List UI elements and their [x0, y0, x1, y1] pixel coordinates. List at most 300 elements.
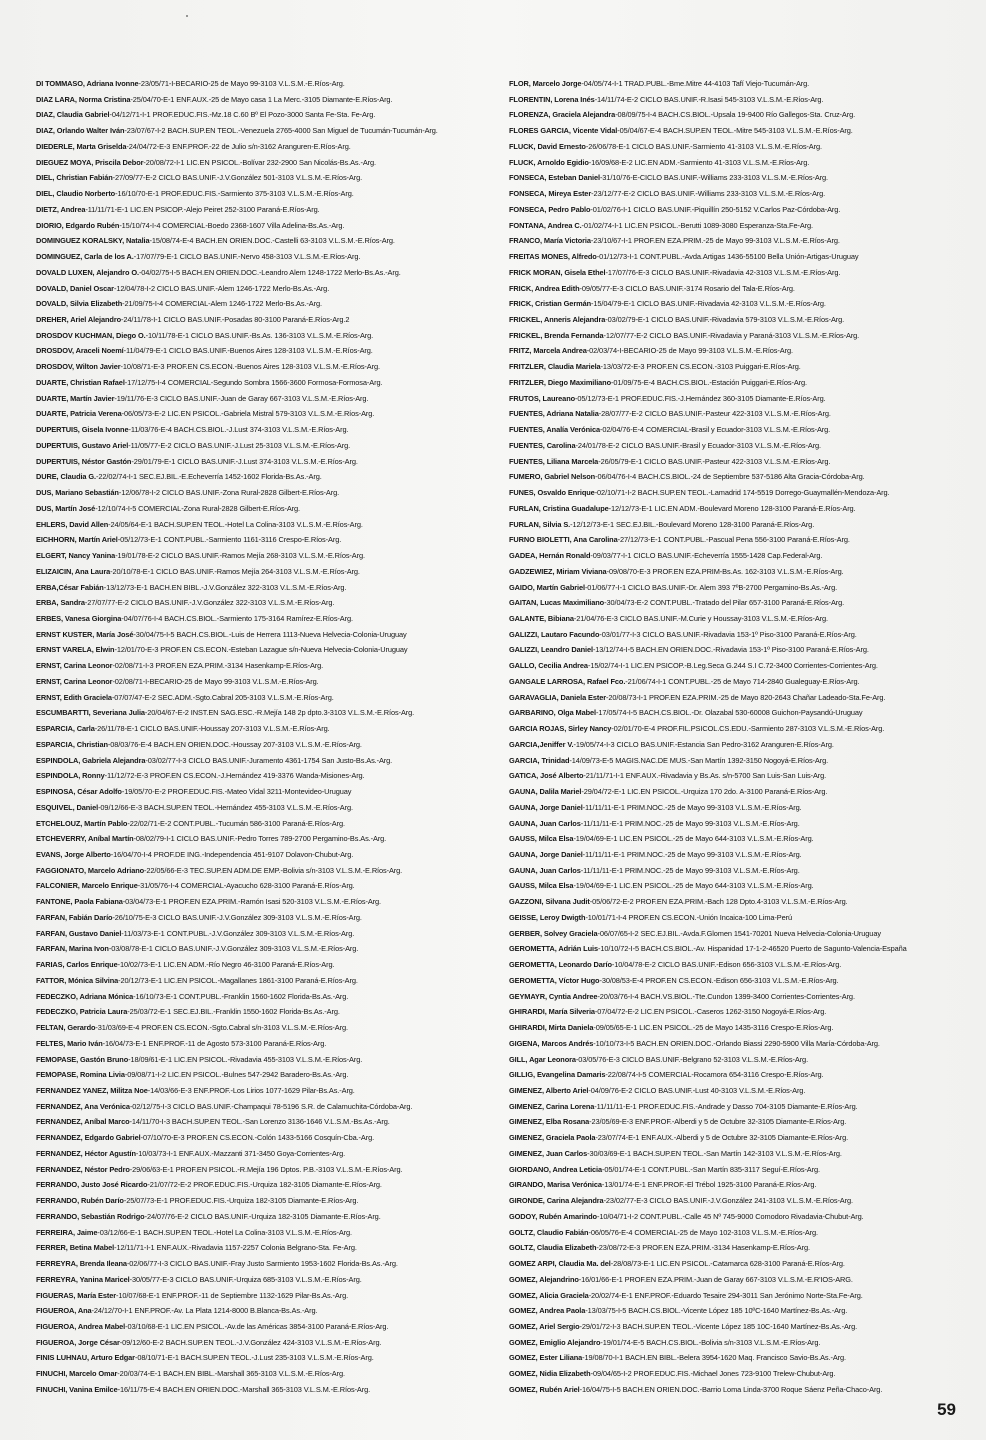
entry-details: -11/03/76-E-4 BACH.CS.BIOL.-J.Lust 374-3103 V.L.S.M.-E.Ríos-Arg.: [128, 425, 349, 435]
page-number: 59: [937, 1400, 956, 1419]
entry-name: GAIDO, Martín Gabriel: [509, 582, 585, 592]
directory-entry: [36, 76, 488, 92]
entry-details: -17/05/74-I-5 BACH.CS.BIOL.-Dr. Olazabal 530-60008 Guichon-Paysandú-Uruguay: [596, 708, 863, 718]
entry-name: FIGUEROA, Ana: [36, 1306, 92, 1316]
directory-entry: [36, 92, 488, 108]
directory-entry: [509, 249, 957, 265]
directory-entry: [509, 1146, 957, 1162]
directory-entry: [509, 564, 957, 580]
entry-details: -19/05/74-I-3 CICLO BAS.UNIF.-Estancia San Pedro-3162 Aranguren-E.Ríos-Arg.: [573, 739, 834, 749]
entry-details: -20/04/67-E-2 INST.EN SAG.ESC.-R.Mejía 148 2p dpto.3-3103 V.L.S.M.-E.Ríos-Arg.: [144, 708, 415, 718]
entry-details: -10/02/73-E-1 LIC.EN ADM.-Río Negro 46-3100 Paraná-E.Ríos-Arg.: [117, 960, 335, 970]
entry-details: -09/08/71-I-2 LIC.EN PSICOL.-Bulnes 547-2942 Baradero-Bs.As.-Arg.: [124, 1070, 349, 1080]
entry-details: -28/07/77-E-2 CICLO BAS.UNIF.-Pasteur 422-3103 V.L.S.M.-E.Ríos-Arg.: [598, 409, 831, 419]
directory-entry: [509, 438, 957, 454]
entry-details: -14/03/66-E-3 ENF.PROF.-Los Lirios 1077-1629 Pilar-Bs.As.-Arg.: [147, 1086, 355, 1095]
entry-details: -16/04/75-I-5 BACH.EN ORIEN.DOC.-Barrio Loma Linda-3700 Roque Sáenz Peña-Chaco-Arg.: [579, 1384, 883, 1394]
entry-details: -29/06/63-E-1 PROF.EN PSICOL.-R.Mejía 196 Dptos. P.B.-3103 V.L.S.M.-E.Ríos-Arg.: [129, 1164, 403, 1174]
entry-name: FALCONIER, Marcelo Enrique: [36, 881, 138, 891]
directory-entry: [36, 218, 488, 234]
directory-entry: [36, 690, 488, 706]
directory-entry: [36, 627, 488, 643]
entry-details: -22/02/74-I-1 SEC.EJ.BIL.-E.Echeverría 1452-1602 Florida-Bs.As.-Arg.: [96, 472, 322, 482]
directory-entry: [36, 391, 488, 407]
entry-details: -02/01/70-E-4 PROF.FIL.PSICOL.CS.EDU.-Sarmiento 287-3103 V.L.S.M.-E.Ríos-Arg.: [611, 724, 885, 734]
entry-name: GAUSS, Milca Elsa: [509, 881, 574, 891]
directory-entry: [36, 343, 488, 359]
entry-details: -05/04/67-E-4 BACH.SUP.EN TEOL.-Mitre 545-3103 V.L.S.M.-E.Ríos-Arg.: [617, 126, 853, 136]
entry-details: -20/03/76-I-4 BACH.VS.BIOL.-Tte.Cundon 1399-3400 Corrientes-Corrientes-Arg.: [597, 991, 855, 1001]
entry-details: -12/01/70-E-3 PROF.EN CS.ECON.-Esteban Lazague s/n-Nueva Helvecia-Colonia-Uruguay: [114, 645, 408, 655]
entry-details: -30/03/69-E-1 BACH.SUP.EN TEOL.-San Martín 142-3103 V.L.S.M.-E.Ríos-Arg.: [587, 1148, 842, 1158]
entry-name: GARAVAGLIA, Daniela Ester: [509, 692, 607, 702]
entry-name: DUPERTUIS, Néstor Gastón: [36, 456, 132, 466]
directory-entry: [36, 847, 488, 863]
entry-details: -16/10/70-E-1 PROF.EDUC.FIS.-Sarmiento 375-3103 V.L.S.M.-E.Ríos-Arg.: [115, 189, 354, 199]
entry-details: -07/10/70-E-3 PROF.EN CS.ECON.-Colón 1433-5166 Cosquín-Cba.-Arg.: [140, 1133, 375, 1143]
directory-entry: [36, 753, 488, 769]
entry-details: -10/03/73-I-1 ENF.AUX.-Mazzanti 371-3450 Goya-Corrientes-Arg.: [135, 1148, 346, 1158]
entry-name: GOMEZ, Alicia Graciela: [509, 1290, 589, 1300]
entry-name: FONSECA, Esteban Daniel: [509, 173, 600, 183]
entry-details: -22/08/74-I-5 COMERCIAL-Rocamora 654-3116 Crespo-E.Ríos-Arg.: [605, 1070, 824, 1080]
entry-name: FLUCK, David Ernesto: [509, 141, 586, 151]
entry-details: -19/01/74-E-5 BACH.CS.BIOL.-Bolivia s/n-3103 V.L.S.M.-E.Ríos-Arg.: [600, 1337, 821, 1347]
directory-entry: [509, 910, 957, 926]
directory-entry: [36, 721, 488, 737]
directory-entry: [36, 595, 488, 611]
entry-details: -15/02/74-I-1 LIC.EN PSICOP.-B.Leg.Seca G.244 S.I C.72-3400 Corrientes-Corrientes-Arg.: [587, 661, 878, 671]
entry-name: DIAZ LARA, Norma Cristina: [36, 94, 131, 104]
entry-details: -16/10/73-E-1 CONT.PUBL.-Franklin 1560-1602 Florida-Bs.As.-Arg.: [133, 991, 349, 1001]
entry-details: -17/07/79-E-1 CICLO BAS.UNIF.-Nervo 458-3103 V.L.S.M.-E.Ríos-Arg.: [133, 252, 361, 262]
entry-name: FRICK, Cristian Germán: [509, 299, 591, 309]
directory-entry: [36, 1036, 488, 1052]
entry-details: -24/12/70-I-1 ENF.PROF.-Av. La Plata 1214-8000 B.Blanca-Bs.As.-Arg.: [91, 1306, 318, 1316]
directory-entry: [36, 1209, 488, 1225]
entry-details: -20/08/72-I-1 LIC.EN PSICOL.-Bolívar 232-2900 San Nicolás-Bs.As.-Arg.: [143, 157, 376, 167]
entry-name: GAZZONI, Silvana Judit: [509, 897, 590, 907]
entry-name: DUPERTUIS, Gustavo Ariel: [36, 440, 129, 450]
directory-entry: [36, 328, 488, 344]
entry-name: GIRONDE, Carina Alejandra: [509, 1196, 604, 1206]
entry-details: -07/04/72-E-2 LIC.EN PSICOL.-Caseros 1262-3150 Nogoyá-E.Ríos-Arg.: [594, 1007, 827, 1017]
entry-name: ERNST, Carina Leonor: [36, 661, 113, 671]
directory-entry: [509, 878, 957, 894]
entry-name: ELGERT, Nancy Yanina: [36, 551, 116, 561]
directory-entry: [36, 1177, 488, 1193]
entry-details: -22/02/71-E-2 CONT.PUBL.-Tucumán 586-3100 Paraná-E.Ríos-Arg.: [127, 818, 345, 828]
directory-entry: [36, 501, 488, 517]
entry-name: GAITAN, Lucas Maximiliano: [509, 598, 605, 608]
entry-name: FUENTES, Liliana Marcela: [509, 456, 599, 466]
directory-entry: [36, 1303, 488, 1319]
entry-name: DUS, Martín José: [36, 503, 96, 513]
directory-entry: [36, 863, 488, 879]
entry-name: FRICK MORAN, Gisela Ethel: [509, 267, 606, 277]
entry-name: ESPARCIA, Carla: [36, 724, 95, 734]
entry-details: -31/05/76-I-4 COMERCIAL-Ayacucho 628-3100 Paraná-E.Ríos-Arg.: [137, 881, 355, 891]
directory-entry: [509, 1288, 957, 1304]
entry-name: DIEL, Christian Fabián: [36, 173, 113, 183]
directory-entry: [36, 1350, 488, 1366]
directory-entry: [509, 359, 957, 375]
directory-entry: [36, 296, 488, 312]
entry-name: FRITZLER, Claudia Mariela: [509, 362, 601, 372]
entry-name: DROSDOV, Araceli Noemí: [36, 346, 124, 356]
entry-name: DUARTE, Christian Rafael: [36, 377, 125, 387]
directory-entry: [509, 863, 957, 879]
entry-details: -10/01/71-I-4 PROF.EN CS.ECON.-Unión Incaica-100 Lima-Perú: [585, 912, 792, 922]
entry-details: -11/05/77-E-2 CICLO BAS.UNIF.-J.Lust 25-3103 V.L.S.M.-E.Ríos-Arg.: [128, 440, 351, 450]
directory-entry: [36, 281, 488, 297]
directory-entry: [509, 658, 957, 674]
entry-details: -19/04/69-E-1 LIC.EN PSICOL.-25 de Mayo 644-3103 V.L.S.M.-E.Ríos-Arg.: [573, 881, 814, 891]
entry-name: FANTONE, Paola Fabiana: [36, 897, 123, 907]
directory-entry: [509, 973, 957, 989]
entry-name: DI TOMMASO, Adriana Ivonne: [36, 79, 139, 88]
entry-name: GALIZZI, Lautaro Facundo: [509, 629, 600, 639]
directory-entry: [36, 123, 488, 139]
directory-entry: [509, 1350, 957, 1366]
entry-name: DOVALD, Silvia Elizabeth: [36, 299, 123, 309]
entry-name: ERNST VARELA, Elwin: [36, 645, 115, 655]
entry-details: -03/05/76-E-3 CICLO BAS.UNIF.-Belgrano 52-3103 V.L.S.M.-E.Ríos-Arg.: [575, 1054, 809, 1064]
entry-name: GAUNA, Jorge Daniel: [509, 802, 583, 812]
entry-name: DUPERTUIS, Gisela Ivonne: [36, 425, 129, 435]
entry-name: FIGUEROA, Andrea Mabel: [36, 1322, 126, 1332]
entry-details: -02/03/74-I-BECARIO-25 de Mayo 99-3103 V.L.S.M.-E.Ríos-Arg.: [586, 346, 793, 356]
entry-name: FEMOPASE, Romina Livia: [36, 1070, 125, 1080]
entry-details: -13/12/73-E-1 BACH.EN BIBL.-J.V.González 322-3103 V.L.S.M.-E.Ríos-Arg.: [103, 582, 347, 592]
entry-details: -24/07/76-E-2 CICLO BAS.UNIF.-Urquiza 182-3105 Diamante-E.Ríos-Arg.: [144, 1211, 381, 1221]
directory-entry: [36, 957, 488, 973]
entry-name: DIORIO, Edgardo Rubén: [36, 220, 120, 230]
entry-details: -13/03/72-E-3 PROF.EN CS.ECON.-3103 Puiggari-E.Ríos-Arg.: [600, 362, 801, 372]
entry-details: -16/04/70-I-4 PROF.DE ING.-Independencia 451-9107 Dolavon-Chubut-Arg.: [110, 849, 354, 859]
entry-name: GIMENEZ, Carina Lorena: [509, 1101, 595, 1111]
scan-speck: [186, 15, 188, 17]
directory-entry: [36, 1366, 488, 1382]
directory-entry: [509, 627, 957, 643]
entry-name: FRICKEL, Anneris Alejandra: [509, 315, 606, 325]
directory-entry: [509, 281, 957, 297]
directory-entry: [509, 894, 957, 910]
directory-entry: [36, 816, 488, 832]
entry-details: -23/10/67-I-1 PROF.EN EZA.PRIM.-25 de Mayo 99-3103 V.L.S.M.-E.Ríos-Arg.: [590, 236, 840, 246]
directory-entry: [509, 391, 957, 407]
entry-name: GARCIA,Jeniffer V.: [509, 739, 574, 749]
directory-entry: [36, 658, 488, 674]
entry-name: ESPINOSA, César Adolfo: [36, 787, 122, 797]
entry-name: FARFAN, Marina Ivon: [36, 944, 109, 954]
directory-entry: [36, 170, 488, 186]
entry-name: DOVALD, Daniel Oscar: [36, 283, 114, 293]
entry-details: -10/04/78-E-2 CICLO BAS.UNIF.-Edison 656-3103 V.L.S.M.-E.Ríos-Arg.: [611, 960, 842, 970]
entry-details: -06/07/65-I-2 SEC.EJ.BIL.-Avda.F.Glomen 1541-70201 Nueva Helvecia-Colonia-Uruguay: [597, 928, 881, 938]
directory-entry: [509, 690, 957, 706]
entry-details: -21/09/75-I-4 COMERCIAL-Alem 1246-1722 Merlo-Bs.As.-Arg.: [122, 299, 322, 309]
entry-details: -15/10/74-I-4 COMERCIAL-Boedo 2368-1607 Villa Adelina-Bs.As.-Arg.: [119, 220, 345, 230]
entry-details: -05/01/74-E-1 CONT.PUBL.-San Martín 835-3117 Seguí-E.Ríos-Arg.: [602, 1164, 820, 1174]
directory-entry: [36, 580, 488, 596]
entry-name: GAUNA, Juan Carlos: [509, 865, 581, 875]
entry-name: FURNO BIOLETTI, Ana Carolina: [509, 535, 618, 545]
directory-entry: [36, 784, 488, 800]
entry-details: -26/05/79-E-1 CICLO BAS.UNIF.-Pasteur 422-3103 V.L.S.M.-E.Ríos-Arg.: [598, 456, 831, 466]
entry-details: -08/02/79-I-1 CICLO BAS.UNIF.-Pedro Torres 789-2700 Pergamino-Bs.As.-Arg.: [133, 834, 387, 844]
entry-details: -12/11/71-I-1 ENF.AUX.-Rivadavia 1157-2257 Colonia Belgrano-Sta. Fe-Arg.: [114, 1243, 357, 1253]
entry-details: -31/10/76-E-CICLO BAS.UNIF.-Williams 233-3103 V.L.S.M.-E.Ríos-Arg.: [599, 173, 828, 183]
directory-entry: [509, 1020, 957, 1036]
entry-name: DROSDOV, Wilton Javier: [36, 362, 121, 372]
entry-details: -23/05/71-I-BECARIO-25 de Mayo 99-3103 V.L.S.M.-E.Ríos-Arg.: [138, 79, 345, 88]
directory-entry: [36, 973, 488, 989]
entry-details: -07/07/47-E-2 SEC.ADM.-Sgto.Cabral 205-3103 V.L.S.M.-E.Ríos-Arg.: [111, 692, 334, 702]
entry-details: -23/08/72-E-3 PROF.EN EZA.PRIM.-3134 Hasenkamp-E.Ríos-Arg.: [596, 1243, 810, 1253]
directory-entry: [509, 674, 957, 690]
entry-name: EICHHORN, Martín Ariel: [36, 535, 118, 545]
directory-entry: [509, 1382, 957, 1398]
entry-name: ESPARCIA, Christian: [36, 739, 108, 749]
directory-entry: [36, 642, 488, 658]
entry-details: -12/06/78-I-2 CICLO BAS.UNIF.-Zona Rural-2828 Gilbert-E.Ríos-Arg.: [118, 488, 340, 498]
entry-details: -20/03/74-E-1 BACH.EN BIBL.-Marshall 365-3103 V.L.S.M.-E.Ríos-Arg.: [117, 1369, 345, 1379]
entry-name: FONSECA, Mireya Ester: [509, 189, 592, 199]
entry-details: -04/12/71-I-1 PROF.EDUC.FIS.-Mz.18 C.60 Bº El Pozo-3000 Santa Fe-Sta. Fe-Arg.: [109, 110, 376, 120]
entry-name: FELTES, Mario Iván: [36, 1038, 103, 1048]
entry-name: GARBARINO, Olga Mabel: [509, 708, 597, 718]
entry-name: FRUTOS, Laureano: [509, 393, 576, 403]
directory-entry: [509, 265, 957, 281]
entry-details: -11/04/79-E-1 CICLO BAS.UNIF.-Buenos Aires 128-3103 V.L.S.M.-E.Ríos-Arg.: [123, 346, 373, 356]
directory-entry: [509, 186, 957, 202]
entry-name: FINIS LUHNAU, Arturo Edgar: [36, 1353, 135, 1363]
entry-details: -26/10/75-E-3 CICLO BAS.UNIF.-J.V.González 309-3103 V.L.S.M.-E.Ríos-Arg.: [112, 912, 362, 922]
entry-details: -24/11/78-I-1 CICLO BAS.UNIF.-Posadas 80-3100 Paraná-E.Ríos-Arg.2: [121, 315, 350, 325]
directory-entry: [509, 233, 957, 249]
directory-entry: [36, 233, 488, 249]
entry-name: FRANCO, María Victoria: [509, 236, 591, 246]
entry-details: -09/03/77-I-1 CICLO BAS.UNIF.-Echeverría 1555-1428 Cap.Federal-Arg.: [590, 551, 823, 561]
entry-name: GARCIA ROJAS, Sirley Nancy: [509, 724, 612, 734]
entry-name: FUNES, Osvaldo Enrique: [509, 488, 595, 498]
entry-name: FLUCK, Arnoldo Egidio: [509, 157, 589, 167]
directory-entry: [36, 1288, 488, 1304]
directory-entry: [509, 1303, 957, 1319]
entry-name: GARCIA, Trinidad: [509, 755, 570, 765]
directory-entry: [509, 580, 957, 596]
directory-entry: [36, 1382, 488, 1398]
entry-name: GILLIG, Evangelina Damaris: [509, 1070, 606, 1080]
entry-details: -19/04/69-E-1 LIC.EN PSICOL.-25 de Mayo 644-3103 V.L.S.M.-E.Ríos-Arg.: [573, 834, 814, 844]
directory-entry: [509, 107, 957, 123]
entry-name: DOMINGUEZ, Carla de los A.: [36, 252, 134, 262]
directory-entry: [509, 800, 957, 816]
entry-details: -23/02/77-E-3 CICLO BAS.UNIF.-J.V.González 241-3103 V.L.S.M.-E.Ríos-Arg.: [603, 1196, 853, 1206]
directory-entry: [36, 1004, 488, 1020]
entry-details: -25/07/73-E-1 PROF.EDUC.FIS.-Urquiza 182-3105 Diamante-E.Ríos-Arg.: [123, 1196, 359, 1206]
entry-details: -06/05/76-E-4 COMERCIAL-25 de Mayo 102-3103 V.L.S.M.-E.Ríos-Arg.: [588, 1227, 818, 1237]
directory-entry: [36, 548, 488, 564]
entry-name: ERNST KUSTER, María José: [36, 629, 134, 639]
entry-name: GIMENEZ, Juan Carlos: [509, 1148, 588, 1158]
directory-entry: [509, 532, 957, 548]
directory-entry: [509, 375, 957, 391]
entry-details: -23/05/69-E-3 ENF.PROF.-Alberdi y 5 de Octubre 32-3105 Diamante-E.Ríos-Arg.: [589, 1117, 847, 1127]
entry-details: -12/12/73-E-1 SEC.EJ.BIL.-Boulevard Moreno 128-3100 Paraná-E.Ríos-Arg.: [570, 519, 815, 529]
entry-name: ETCHEVERRY, Aníbal Martín: [36, 834, 134, 844]
entry-details: -19/01/78-E-2 CICLO BAS.UNIF.-Ramos Mejía 268-3103 V.L.S.M.-E.Ríos-Arg.: [115, 551, 365, 561]
entry-name: FAGGIONATO, Marcelo Adriano: [36, 865, 145, 875]
entry-name: FIGUEROA, Jorge César: [36, 1337, 120, 1347]
entry-details: -26/11/78-E-1 CICLO BAS.UNIF.-Houssay 207-3103 V.L.S.M.-E.Ríos-Arg.: [94, 724, 330, 734]
directory-entry: [509, 847, 957, 863]
directory-entry: [36, 1099, 488, 1115]
entry-details: -04/05/74-I-1 TRAD.PUBL.-Bme.Mitre 44-4103 Tafí Viejo-Tucumán-Arg.: [581, 79, 810, 88]
entry-details: -19/05/70-E-2 PROF.EDUC.FIS.-Mateo Vidal 3211-Montevideo-Uruguay: [121, 787, 352, 797]
entry-name: GOMEZ, Rubén Ariel: [509, 1384, 580, 1394]
directory-entry: [36, 1225, 488, 1241]
entry-name: GEYMAYR, Cyntia Andree: [509, 991, 598, 1001]
directory-entry: [509, 721, 957, 737]
entry-details: -03/12/66-E-1 BACH.SUP.EN TEOL.-Hotel La Colina-3103 V.L.S.M.-E.Ríos-Arg.: [97, 1227, 352, 1237]
entry-name: GEROMETTA, Leonardo Darío: [509, 960, 612, 970]
entry-details: -09/05/77-E-3 CICLO BAS.UNIF.-3174 Rosario del Tala-E.Ríos-Arg.: [579, 283, 795, 293]
entry-details: -10/10/73-I-5 BACH.EN ORIEN.DOC.-Orlando Biassi 2290-5900 Villa María-Córdoba-Arg.: [593, 1038, 880, 1048]
directory-entry: [509, 1099, 957, 1115]
entry-name: GOMEZ, Ester Liliana: [509, 1353, 583, 1363]
directory-entry: [36, 312, 488, 328]
directory-entry: [509, 1036, 957, 1052]
entry-details: -08/09/75-I-4 BACH.CS.BIOL.-Upsala 19-9400 Río Gallegos-Sta. Cruz-Arg.: [615, 110, 856, 120]
directory-entry: [509, 784, 957, 800]
entry-details: -09/12/60-E-2 BACH.SUP.EN TEOL.-J.V.González 424-3103 V.L.S.M.-E.Ríos-Arg.: [119, 1337, 382, 1347]
directory-entry: [36, 155, 488, 171]
entry-name: ETCHELOUZ, Martín Pablo: [36, 818, 128, 828]
entry-details: -03/10/68-E-1 LIC.EN PSICOL.-Av.de las Américas 3854-3100 Paraná-E.Ríos-Arg.: [125, 1322, 389, 1332]
entry-details: -16/01/66-E-1 PROF.EN EZA.PRIM.-Juan de Garay 667-3103 V.L.S.M.-E.R'IOS-ARG.: [578, 1274, 853, 1284]
entry-details: -15/08/74-E-4 BACH.EN ORIEN.DOC.-Castelli 63-3103 V.L.S.M.-E.Ríos-Arg.: [149, 236, 395, 246]
entry-details: -11/11/11-E-1 PRIM.NOC.-25 de Mayo 99-3103 V.L.S.M.-E.Ríos-Arg.: [582, 802, 802, 812]
directory-entry: [509, 406, 957, 422]
entry-name: GIMENEZ, Elba Rosana: [509, 1117, 590, 1127]
entry-details: -21/11/71-I-1 ENF.AUX.-Rivadavia y Bs.As. s/n-5700 San Luis-San Luis-Arg.: [583, 771, 827, 781]
directory-entry: [36, 249, 488, 265]
directory-entry: [36, 359, 488, 375]
entry-name: DIEGUEZ MOYA, Priscila Debor: [36, 157, 144, 167]
entry-name: FLORENZA, Graciela Alejandra: [509, 110, 616, 120]
directory-entry: [509, 1083, 957, 1099]
entry-details: -12/07/77-E-2 CICLO BAS.UNIF.-Rivadavia y Paraná-3103 V.L.S.M.-E.Ríos-Arg.: [603, 330, 860, 340]
entry-details: -17/07/76-E-3 CICLO BAS.UNIF.-Rivadavia 42-3103 V.L.S.M.-E.Ríos-Arg.: [605, 267, 841, 277]
directory-entry: [36, 454, 488, 470]
entry-name: FIGUERAS, María Ester: [36, 1290, 117, 1300]
entry-name: GAUNA, Juan Carlos: [509, 818, 581, 828]
entry-details: -03/01/77-I-3 CICLO BAS.UNIF.-Rivadavia 153-1º Piso-3100 Paraná-E.Ríos-Arg.: [599, 629, 857, 639]
directory-entry: [509, 1004, 957, 1020]
entry-details: -12/10/74-I-5 COMERCIAL-Zona Rural-2828 Gilbert-E.Ríos-Arg.: [95, 503, 300, 513]
directory-entry: [509, 202, 957, 218]
entry-name: ESPINDOLA, Ronny: [36, 771, 105, 781]
directory-entry: [509, 1114, 957, 1130]
directory-entry: [36, 1256, 488, 1272]
entry-details: -24/01/78-E-2 CICLO BAS.UNIF.-Brasil y Ecuador-3103 V.L.S.M.-E.Ríos-Arg.: [575, 440, 822, 450]
directory-entry: [36, 1114, 488, 1130]
entry-details: -12/12/73-E-1 LIC.EN ADM.-Boulevard Moreno 128-3100 Paraná-E.Ríos-Arg.: [608, 503, 856, 513]
directory-entry: [509, 816, 957, 832]
directory-entry: [36, 1240, 488, 1256]
entry-details: -02/08/71-I-3 PROF.EN EZA.PRIM.-3134 Hasenkamp-E.Ríos-Arg.: [112, 661, 324, 671]
directory-entry: [36, 894, 488, 910]
directory-entry: [509, 343, 957, 359]
entry-name: ERBA, Sandra: [36, 598, 85, 608]
entry-name: FREITAS MONES, Alfredo: [509, 252, 597, 262]
entry-name: GOLTZ, Claudio Fabián: [509, 1227, 589, 1237]
entry-details: -17/12/75-I-4 COMERCIAL-Segundo Sombra 1566-3600 Formosa-Formosa-Arg.: [124, 377, 383, 387]
entry-name: GILL, Agar Leonora: [509, 1054, 576, 1064]
entry-name: FELTAN, Gerardo: [36, 1023, 96, 1033]
entry-name: FURLAN, Silvia S.: [509, 519, 571, 529]
entry-details: -13/12/74-I-5 BACH.EN ORIEN.DOC.-Rivadavia 153-1º Piso-3100 Paraná-E.Ríos-Arg.: [592, 645, 869, 655]
entry-details: -23/07/67-I-2 BACH.SUP.EN TEOL.-Venezuela 2765-4000 San Miguel de Tucumán-Tucumán-Arg.: [124, 126, 438, 136]
entry-details: -20/08/73-I-1 PROF.EN EZA.PRIM.-25 de Mayo 820-2643 Chañar Ladeado-Sta.Fe-Arg.: [606, 692, 886, 702]
entry-details: -14/09/73-E-5 MAGIS.NAC.DE MUS.-San Martín 1392-3150 Nogoyá-E.Ríos-Arg.: [569, 755, 829, 765]
directory-entry: [36, 564, 488, 580]
directory-entry: [509, 1162, 957, 1178]
entry-details: -20/10/78-E-1 CICLO BAS.UNIF.-Ramos Mejía 264-3103 V.L.S.M.-E.Ríos-Arg.: [110, 566, 360, 576]
directory-entry: [36, 375, 488, 391]
entry-details: -28/08/73-E-1 LIC.EN PSICOL.-Catamarca 628-3100 Paraná-E.Ríos-Arg.: [610, 1259, 845, 1269]
directory-entry: [509, 595, 957, 611]
entry-name: FEDECZKO, Patricia Laura: [36, 1007, 128, 1017]
entry-name: FERRANDO, Justo José Ricardo: [36, 1180, 148, 1190]
entry-name: FERNANDEZ, Héctor Agustín: [36, 1148, 136, 1158]
entry-details: -01/12/73-I-1 CONT.PUBL.-Avda.Artigas 1436-55100 Bella Unión-Artigas-Uruguay: [596, 252, 859, 262]
entry-name: ERNST, Carina Leonor: [36, 676, 113, 686]
entry-details: -10/10/72-I-5 BACH.CS.BIOL.-Av. Hispanidad 17-1-2-46520 Puerto de Sagunto-Valencia-España: [597, 944, 907, 954]
entry-details: -29/01/79-E-1 CICLO BAS.UNIF.-J.Lust 374-3103 V.L.S.M.-E.Ríos-Arg.: [131, 456, 358, 466]
directory-entry: [36, 910, 488, 926]
entry-name: FERNANDEZ, Ana Verónica: [36, 1101, 130, 1111]
directory-entry: [36, 1083, 488, 1099]
entry-details: -10/04/71-I-2 CONT.PUBL.-Calle 45 Nº 745-9000 Comodoro Rivadavia-Chubut-Arg.: [596, 1211, 864, 1221]
entry-name: FERNANDEZ, Aníbal Marco: [36, 1117, 130, 1127]
entry-name: EVANS, Jorge Alberto: [36, 849, 111, 859]
entry-name: GIRANDO, Marisa Verónica: [509, 1180, 602, 1190]
entry-details: -14/11/70-I-3 BACH.SUP.EN TEOL.-San Lorenzo 3136-1646 V.L.S.M.-Bs.As.-Arg.: [129, 1117, 390, 1127]
directory-entry: [509, 139, 957, 155]
entry-name: GOMEZ, Emiglio Alejandro: [509, 1337, 601, 1347]
entry-details: -13/01/74-E-1 ENF.PROF.-El Trébol 1925-3100 Paraná-E.Ríos-Arg.: [601, 1180, 817, 1190]
directory-entry: [509, 501, 957, 517]
directory-entry: [509, 454, 957, 470]
entry-details: -30/08/53-E-4 PROF.EN CS.ECON.-Edison 656-3103 V.L.S.M.-E.Ríos-Arg.: [599, 975, 839, 985]
entry-name: FLORENTIN, Lorena Inés: [509, 94, 595, 104]
directory-entry: [36, 438, 488, 454]
entry-name: GADZEWIEZ, Miriam Viviana: [509, 566, 607, 576]
directory-entry: [509, 469, 957, 485]
entry-details: -12/04/78-I-2 CICLO BAS.UNIF.-Alem 1246-1722 Merlo-Bs.As.-Arg.: [113, 283, 330, 293]
entry-details: -11/11/11-E-1 PRIM.NOC.-25 de Mayo 99-3103 V.L.S.M.-E.Ríos-Arg.: [580, 865, 800, 875]
entry-name: FARFAN, Fabián Darío: [36, 912, 113, 922]
directory-entry: [36, 1052, 488, 1068]
directory-entry: [36, 941, 488, 957]
entry-details: -21/04/76-E-3 CICLO BAS.UNIF.-M.Curie y Houssay-3103 V.L.S.M.-E.Ríos-Arg.: [573, 613, 828, 623]
entry-details: -30/05/77-E-3 CICLO BAS.UNIF.-Urquiza 685-3103 V.L.S.M.-E.Ríos-Arg.: [129, 1274, 362, 1284]
directory-entry: [509, 642, 957, 658]
directory-entry: [36, 406, 488, 422]
